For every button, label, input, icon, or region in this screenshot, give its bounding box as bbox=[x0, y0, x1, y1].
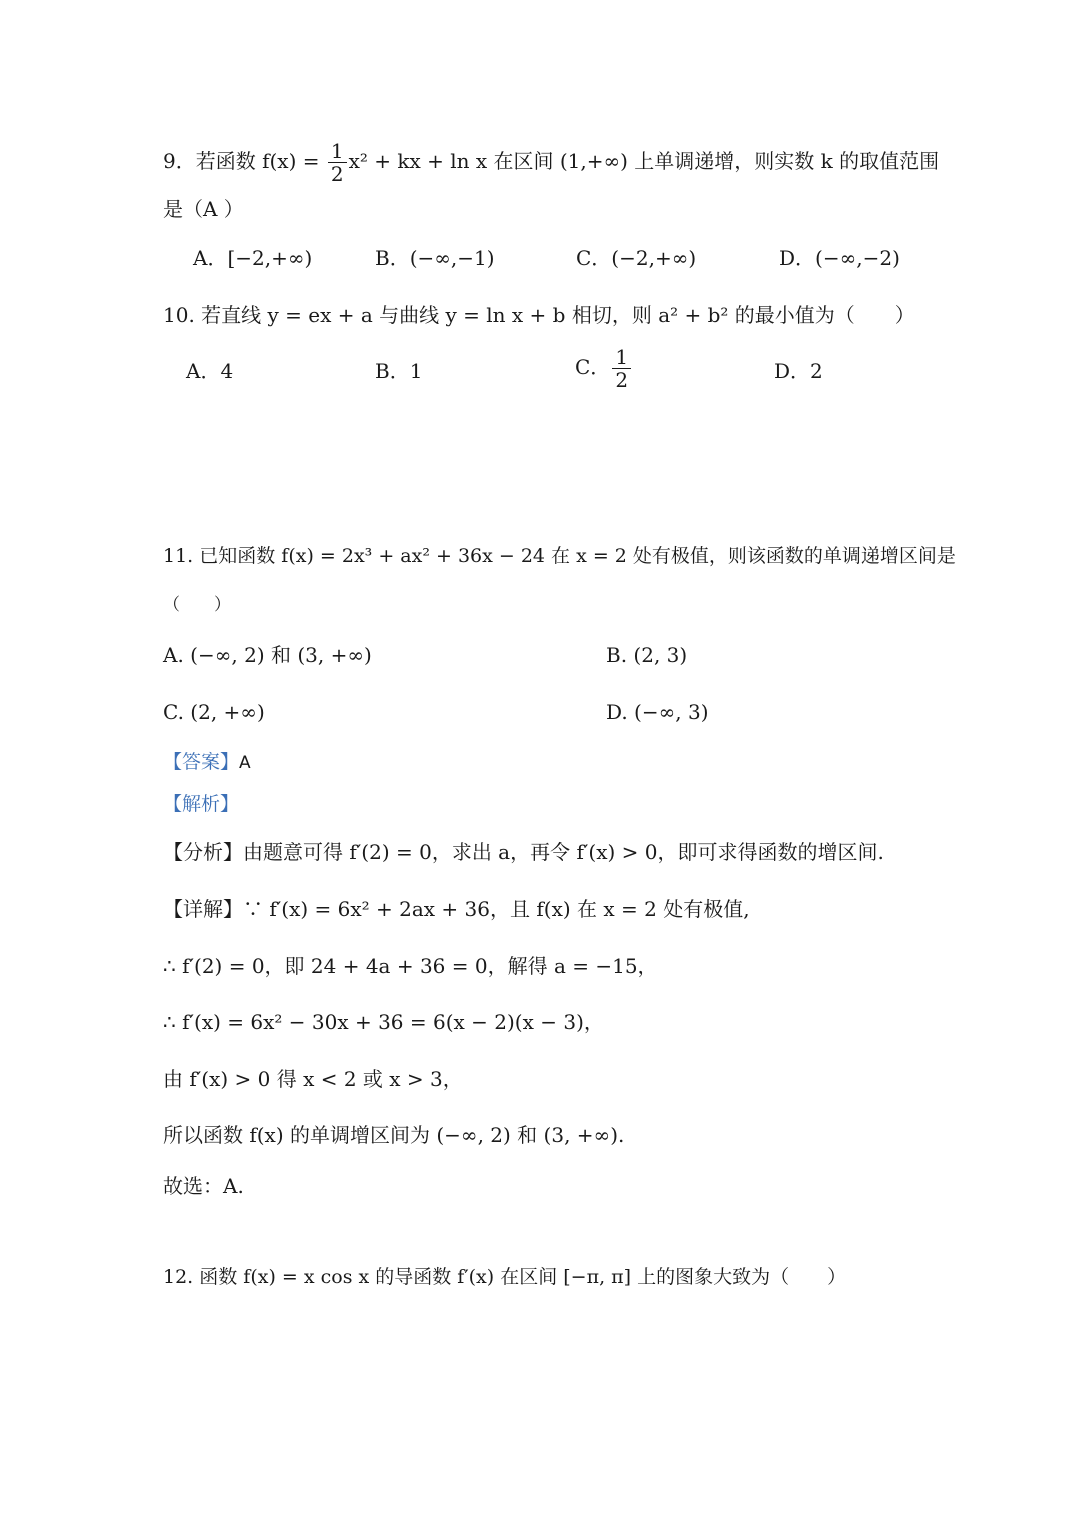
q9-stem-line1 bbox=[163, 140, 939, 185]
q12-stem: 12. 函数 f(x) = x cos x 的导函数 f′(x) 在区间 [−π, π] 上的图象大致为（ ） bbox=[163, 1266, 847, 1288]
answer-value: A bbox=[239, 753, 251, 773]
q10-option-c-fraction bbox=[612, 346, 631, 391]
analysis-tag: 【解析】 bbox=[163, 793, 240, 815]
q10-stem: 10. 若直线 y = ex + a 与曲线 y = ln x + b 相切，则 a² + b² 的最小值为（ ） bbox=[163, 303, 915, 327]
q9-option-d: D．(−∞,−2) bbox=[779, 246, 900, 270]
q10-option-c-denominator: 2 bbox=[615, 368, 629, 392]
q10-option-c-numerator: 1 bbox=[612, 346, 631, 369]
q9-frac-numerator: 1 bbox=[328, 140, 347, 163]
q9-option-b: B．(−∞,−1) bbox=[375, 246, 495, 270]
q11-solution-step3: 由 f′(x) > 0 得 x < 2 或 x > 3， bbox=[163, 1067, 463, 1091]
q11-option-d: D. (−∞, 3) bbox=[606, 700, 709, 724]
q9-stem-line2: 是（A ） bbox=[163, 197, 244, 221]
q10-option-c bbox=[575, 346, 633, 391]
q11-option-a: A. (−∞, 2) 和 (3, +∞) bbox=[163, 643, 372, 667]
q11-solution-conclusion: 所以函数 f(x) 的单调增区间为 (−∞, 2) 和 (3, +∞). bbox=[163, 1123, 625, 1147]
q9-option-a: A．[−2,+∞) bbox=[193, 246, 313, 270]
q11-solution-step1: ∴ f′(2) = 0，即 24 + 4a + 36 = 0，解得 a = −15， bbox=[163, 954, 658, 978]
q10-option-d: D．2 bbox=[774, 359, 823, 383]
q11-solution-step2: ∴ f′(x) = 6x² − 30x + 36 = 6(x − 2)(x − 3)， bbox=[163, 1010, 604, 1034]
q9-fraction-half bbox=[328, 140, 347, 185]
q9-stem-part1: 9．若函数 f(x) = bbox=[163, 149, 326, 173]
q11-answer-line bbox=[163, 747, 251, 777]
q9-stem-part2: x² + kx + ln x 在区间 (1,+∞) 上单调递增，则实数 k 的取值范围 bbox=[348, 149, 940, 173]
q11-answer-paren: （ ） bbox=[163, 595, 231, 615]
q9-frac-denominator: 2 bbox=[330, 162, 344, 186]
q9-option-c: C．(−2,+∞) bbox=[576, 246, 697, 270]
q10-option-c-label: C． bbox=[575, 355, 611, 379]
q11-analysis-line bbox=[163, 789, 239, 818]
q11-option-c: C. (2, +∞) bbox=[163, 700, 265, 724]
q11-solution-detail: 【详解】∵ f′(x) = 6x² + 2ax + 36，且 f(x) 在 x = 2 处有极值, bbox=[163, 897, 750, 921]
q11-stem: 11. 已知函数 f(x) = 2x³ + ax² + 36x − 24 在 x = 2 处有极值，则该函数的单调递增区间是 bbox=[163, 545, 956, 567]
q11-solution-analysis: 【分析】由题意可得 f′(2) = 0，求出 a，再令 f′(x) > 0，即可求得函数的增区间. bbox=[163, 840, 884, 864]
q11-solution-choice: 故选：A. bbox=[163, 1174, 244, 1198]
q10-option-a: A．4 bbox=[186, 359, 234, 383]
q10-option-b: B．1 bbox=[375, 359, 423, 383]
q11-option-b: B. (2, 3) bbox=[606, 643, 688, 667]
answer-tag: 【答案】 bbox=[163, 751, 240, 773]
